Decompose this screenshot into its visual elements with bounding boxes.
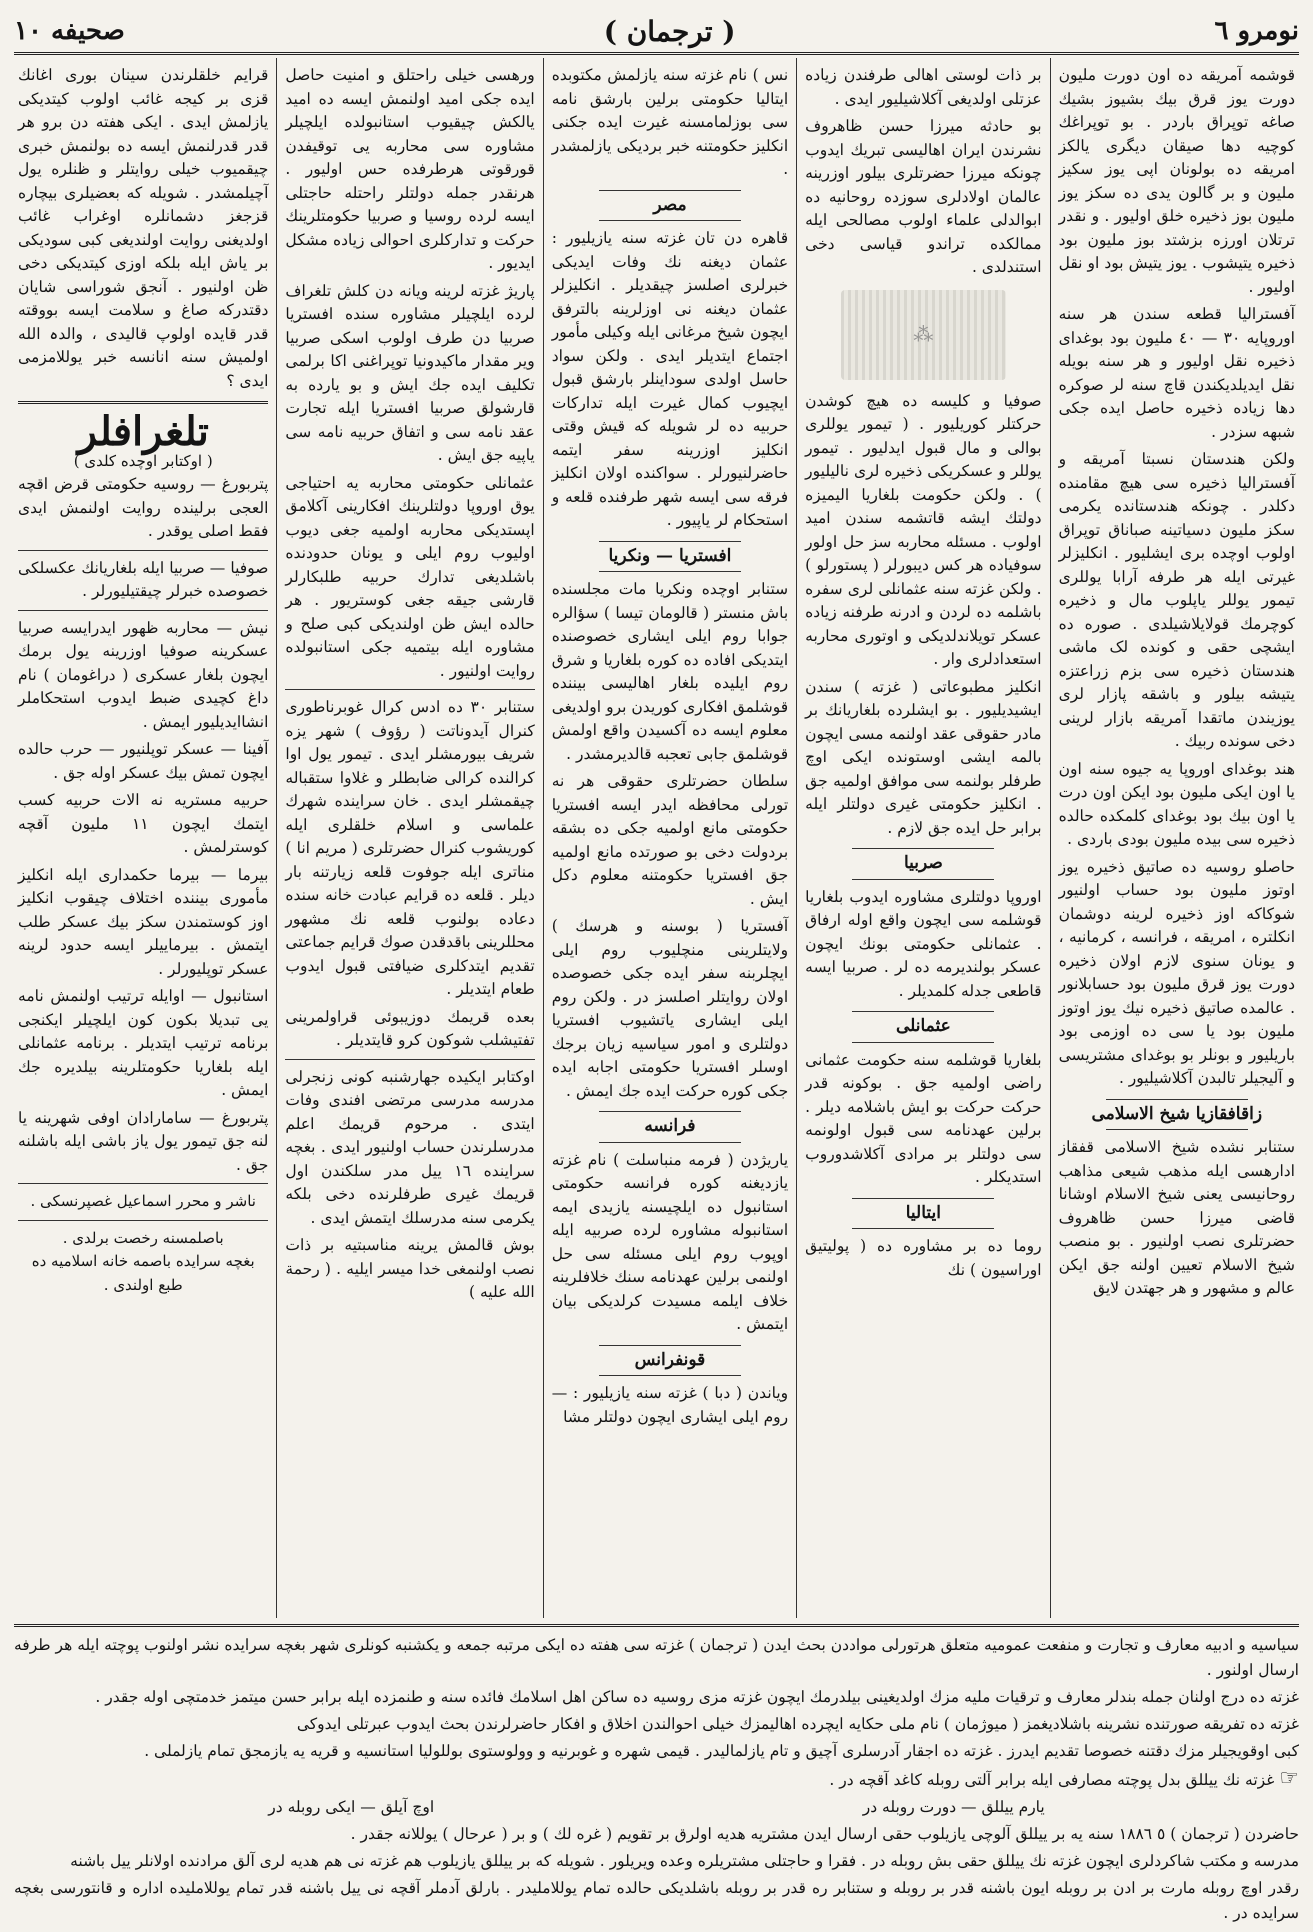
telegram-item: پتربورغ — سامارادان اوفی شهرینه یا لنه جق تیمور یول یاز باشی ایله باشلنه جق . (18, 1108, 269, 1174)
price-half-year: یارم ییللق — دورت روبله در (862, 1798, 1045, 1816)
newspaper-title: ( ترجمان ) (603, 14, 736, 48)
article-paragraph: هند بوغدای اوروپا یه جیوه سنه اون یا اون ایکی ملیون بود ایکن اون درت یا اون بیك بود بوغدای کلمکده حالده ذخیره سی بیده ملیون بودی باردی . (1058, 759, 1295, 848)
telegram-item: پتربورغ — روسیه حکومتی قرض اقچه العجی برلینده روایت اولنمش ایدی فقط اصلی یوقدر . (18, 475, 269, 540)
section-title: عثمانلی (805, 1011, 1041, 1043)
divider (285, 689, 534, 690)
section-title: افستریا — ونکریا (552, 541, 788, 573)
article-paragraph: ستنابر نشده شیخ الاسلامی قفقاز ادارهسی ایله مذهب شیعی مذاهب روحانیسی یعنی شیخ الاسلام اوشانا قاضی میرزا حسن ظاهروف حضرتلری نصب اولنیور . بو منصب شیخ الاسلام تعیین اولنه جق ایکن عالم و مشهور و هر جهتدن لایق (1058, 1138, 1295, 1297)
footer-paragraph: حاضردن ( ترجمان ) ٥ ١٨٨٦ سنه یه بر ییللق آلوچی یازیلوب حقی ارسال ایدن مشتریه هدیه اولرق بر تقویم ( غره لك ) و بر ( عرحال ) یوللانه جقدر . (350, 1825, 1299, 1843)
telegram-item: صوفیا — صربیا ایله بلغاریانك عکسلکی خصوصده خبرلر چیقتیلیورلر . (18, 558, 269, 600)
print-line: بغچه سرایده باصمه خانه اسلامیه ده طبع اولندی . (31, 1252, 255, 1294)
article-paragraph: حاصلو روسیه ده صاتیق ذخیره یوز اوتوز ملیون بود حساب اولنیور شوکاکه اوز ذخیره لرینه دوشمان انکلتره ، امریقه ، فرانسه ، کرمانیه ، و یونان سنوی لازم اولان ذخیره دورت یوز قرق ملیون بود حسابلانور . عالمده صاتیق ذخیره نیك یوز اوتوز ملیون بود یا سی ده اوزمی بود باریلیور و بونلر بو بوغدای مشتریسی و آلیجیلر تالبدن آکلاشیلیور . (1058, 857, 1295, 1087)
article-paragraph: ویاندن ( دبا ) غزته سنه یازیلیور : — روم ایلی ایشاری ایچون دولتلر مشا (551, 1384, 789, 1426)
telegram-item: آفینا — عسکر توپلنیور — حرب حالده ایچون تمش بیك عسکر اوله جق . (18, 740, 269, 782)
footer-paragraph: مدرسه و مکتب شاکردلری ایچون غزته نك ییللق حقی بش روبله در . فقرا و حاجتلی مشتریلره وعده ویریلور . شویله که بر ییللق یازیلوب هم غزته نی هم هدیه لری آلق مرادنده اولانلر ییل باشنه (70, 1852, 1299, 1870)
article-paragraph: سلطان حضرتلری حقوقی هر نه تورلی محافظه ایدر ایسه افستریا حکومتی مانع اولمیه جکی ده بشقه بردولت دخی بو صورتده مانع اولمیه جق افستریا حکومتنه معلوم دکل ایش . (551, 772, 789, 908)
divider (18, 610, 268, 611)
column-5 (10, 58, 276, 1618)
permit-line: باصلمسنه رخصت برلدی . (62, 1228, 224, 1247)
section-title: مصر (552, 190, 788, 222)
section-title: ایتالیا (805, 1198, 1041, 1230)
article-paragraph: قوشمه آمریقه ده اون دورت ملیون دورت یوز قرق بیك بشیوز بشیك صاغه توپراق باردر . بو توپراغك کوچیه دها صیقان دیگری یالکز امریقه ده بولونان اپی یوز سکیز ملیون و بر گالون یدی ده سکز یوز ملیون بوز ذخیره خلق اوليور . و نقدر ترتلان اورزه بزشتد بوز ملیون بود ذخیره یتیشوب . یوز یتیش بود او نقل اولیور . (1058, 66, 1295, 296)
divider (18, 401, 268, 404)
column-3 (543, 58, 796, 1618)
section-title: قونفرانس (552, 1345, 788, 1377)
section-title: زاقافقازیا شیخ الاسلامی (1059, 1099, 1295, 1131)
article-paragraph: ولکن هندستان نسبتا آمریقه و آفستراليا ذخیره سی هیچ مقامنده دکلدر . چونکه هندستانده یکرمی سکز ملیون دسیاتینه صباناق توپراق اولوب اوچده بری ایشلیور . انکلیزلر غیرتی ایله هر طرفه آرابا یوللری تیمور یوللر یاپلوب مال و ذخیره کوچرمك قولايلاشيلدی . صوره ده ایشچی حقی و کونده لک ماشی هندستان ذخیره سی بزم زراعتزه یتیشه بیلور و باشقه پازار لری یوزیندن ماتقدا آمریقه بازار لرینی دخی سونده ربیك . (1058, 450, 1295, 750)
footer-paragraph: سیاسیه و ادبیه معارف و تجارت و منفعت عمومیه متعلق هرتورلی مواددن بحث ایدن ( ترجمان ) غزته سی هفته ده ایکی مرتبه جمعه و یکشنبه کونلری شهر بغچه سرایده نشر اولنوب پوچته ایله هر طرفه ارسال اولنور . (14, 1636, 1299, 1679)
telegram-item: حربیه مستریه نه الات حربیه کسب ایتمك ایچون ١١ ملیون آقچه کوسترلمش . (18, 791, 269, 856)
telegram-item: بیرما — بیرما حکمداری ایله انکلیز مأموری بیننده اختلاف چیقوب انکلیز اوز کوستمندن سکز بیك عسکر طلب ایتمش . بیرماییلر ایسه حدود لرینه عسکر توپلیورلر . (18, 865, 269, 978)
article-paragraph: ستنابر اوچده ونکریا مات مجلسنده باش منستر ( قالومان تیسا ) سؤالره جوابا روم ایلی ایشاری خصوصنده ایتدیکی افاده ده کوره بلغاريا و شرق روم ایلیده بلغار اهالیسی بیننده قوشلمق افکاری کوریدن برو اولدیغی معلوم ایسه ده آکسیدن واقع اولمش قوشلمق جابی تعجبه قالدیرمشدر . (551, 580, 789, 763)
article-paragraph: بلغاريا قوشلمه سنه حکومت عثمانی راضی اولمیه جق . بوکونه قدر حرکت حرکت بو ایش باشلامه دیلر . برلین عهدنامه سی قبول اولونمه سی دولتلر بر مرادی آکلاشدوروب استدیکلر . (805, 1050, 1042, 1186)
price-intro (14, 1766, 1299, 1793)
price-list (54, 1795, 1259, 1820)
footer-paragraph: رقدر اوچ روبله مارت بر ادن بر روبله ایون باشنه قدر بر روبله و ستنابر ره قدر بر روبله باشلدیکی حالده تمام یوللاملیدر . بارلق آدملر آقچه نی ییل باشنه قدر تمام یوللامليده اداره و قانتورسی بغچه سرایده در . (14, 1879, 1299, 1922)
column-2 (796, 58, 1049, 1618)
column-1 (1050, 58, 1303, 1618)
article-paragraph: عثمانلی حکومتی محاربه یه احتیاجی یوق اوروپا دولتلرینك افکارینی آکلامق اپستدیکی محاربه اولمیه جغی دیوب اولیوب روم ایلی و یونان حدودنده باشلدیغی تدارك حربیه طلبکارلر قارشی جیقه جغی کوستریور . هر حالده ایش ظن اولندیکی کبی صلح و مشاوره ایله بیتمیه جکی استانبولده روایت اولنیور . (285, 473, 535, 680)
divider (18, 1183, 268, 1184)
publisher-line: ناشر و محرر اسماعیل غصپرنسکی . (30, 1192, 256, 1210)
telegrams-date: ( اوکتابر اوچده کلدی ) (73, 451, 213, 470)
article-paragraph: قرایم خلقلرندن سینان بوری اغانك قزی بر کیجه غائب اولوب کیتدیکی یازلمش ایدی . ایکی هفته دن برو هر قدر قدرلنمش ایسه ده بولنمش خبری چیقمیوب خیلی روایتلر و ظنلره یول آچیلمشدر . شویله که بعضیلری بیچاره قزجغز دشمانلره اوغراب غائب اولدیغنی روایت اولندیغی کبی سودیکی بر یاش ایله بلکه اوزی کیتدیکی دخی ظن اولنیور . آنجق شوراسی شایان دقتدرکه صاغ و سلامت ایسه بووقته قدر قایده اولوپ قالیدی ، والدہ الله اولمیش سنه انانسه خبر یوللامزمی ایدی ؟ (18, 66, 269, 390)
divider (285, 1059, 534, 1060)
footer-paragraph: غزته ده تفریقه صورتنده نشرینه باشلادیغمز ( میوژمان ) نام ملی حکایه ایچرده اهالیمزك خیلی احوالندن اخلاق و افکار حاضرلرندن بحث ایدوب عبرتلی ایدوکی (296, 1715, 1299, 1733)
article-paragraph: قاهره دن تان غزته سنه یازیلیور : عثمان دیغنه نك وفات ایدیکی خبرلری اصلسز چیقدیلر . انکلیزلر عثمان دیغنه نی اوزلرینه بالترفق ایچون شیخ مرغانی ایله وکیلی مأمور اجتماع ایتدیلر ایدی . ولکن سواد حاسل اولدی سوداینلر بارشق قبول ایچیوب کمال غیرت ایله تدارکات حربیه ده لر شویله که قیش وقتی انکلیز اوزرینه سفر ایتمه حاضرلنیورلر . سواکنده اولان انکلیز فرقه سی ایسه شهر طرفنده قلعه و استحکام لر یاپیور . (551, 229, 789, 529)
divider (18, 1220, 268, 1221)
article-paragraph: نس ) نام غزته سنه یازلمش مکتوبده ایتالیا حکومتی برلین بارشق نامه سی بوزلمامسنه غیرت ایده جکنی انکلیز حکومتنه خبر بردیکی یازلمشدر . (551, 66, 789, 178)
article-paragraph: آفستریا ( بوسنه و هرسك ) ولایتلرینی منچلیوب روم ایلی ایچلربنه سفر ایده جکی خصوصده اولان روایتلر اصلسز در . ولکن روم ایلی ایشاری یاتشیوب افستریا دولتلری و امور سیاسیه زیان برجك اوسلر افستریا حکومتی اجابه ایده جکی کوره حرکت ایده جك ایمش . (551, 917, 789, 1100)
article-paragraph: روما ده بر مشاوره ده ( پولیتیق اوراسیون ) نك (805, 1237, 1042, 1279)
article-paragraph: بر ذات لوستی اهالی طرفندن زیاده عزتلی اولدیغی آکلاشیلیور ایدی . (805, 66, 1042, 108)
article-paragraph: اوروپا دولتلری مشاوره ایدوب بلغاريا قوشلمه سی ایچون واقع اوله ارفاق . عثمانلی حکومتی بونك ایچون عسکر بولندیرمه ده لر . صربیا ایسه قاطعی جدله کلمدیلر . (805, 887, 1042, 1000)
article-paragraph: ورهسی خیلی راحتلق و امنیت حاصل ایده جکی امید اولنمش ایسه ده امید یالکش چیقیوب استانبولده ایلچیلر مشاوره سی محاربه یی توقیفدن قورقوتی هرطرفده حس اولیور . هرنقدر جمله دولتلر راحتله حاجتلی ایسه لرده روسیا و صربیا حکومتلرینك حرکت و تدارکلری احوالی زیاده مشکل ایدیور . (285, 66, 535, 272)
footer-paragraph: کبی اوقویجیلر مزك دقتنه خصوصا تقدیم ایدرز . غزته ده اجقار آدرسلری آچیق و تام یازلمالیدر . قیمی شهره و غوبرنیه و وولوستوی بوللولیا استانسیه و قریه یه یازمجق تمام یازلملی . (144, 1742, 1299, 1760)
column-4 (276, 58, 542, 1618)
article-paragraph: صوفیا و کلیسه ده هیچ کوشدن حرکتلر کوریلیور . ( تیمور یوللری بوالی و مال قبول ایدلیور . تیمور یوللر و عسکریکی ذخیره لری نالیلیور ) . ولکن حکومت بلغاريا الیمیزه دولتك ایشه قاتشمه سندن امید اولوب . مسئله محاربه سز حل اولور سوفیاده هر کس دیبورلر ( پستورلو ) . ولکن غزته سنه عثمانلی لری سفره باشلمه ده لردن و ادرنه طرفنه زیاده عسکر تویلاندلدیکی و اوتوری محاربه استعدادلری وار . (805, 391, 1042, 668)
columns-area (10, 58, 1303, 1618)
article-paragraph: یاریژدن ( فرمه منباسلت ) نام غزته یازدیغنه کوره فرانسه حکومتی استانبول ده ایلچیسنه یازیدی ایمه استانبوله مشاوره لرده صربیه ایله اوپوب روم ایلی مسئله سی حل اولنمی برلین عهدنامه سنك خلافلرینه خلاف ایلمه مسیدت کرلدیکی بیان ایتمش . (551, 1150, 789, 1333)
article-paragraph: اوکتابر ایکیده جهارشنبه کونی زنجرلی مدرسه مدرسی مرتضی افندی وفات ایتدی . مرحوم قریمك اعلم مدرسلرندن حساب اولنیور ایدی . بغچه سراینده ١٦ ییل مدر سلکندن اول قریمك غیری طرفلرنده دخی بلکه یکرمی سنه مدرسلك ایتمش ایدی . (285, 1067, 535, 1227)
divider (18, 550, 268, 551)
price-intro-text: غزته نك ییللق بدل پوچته مصارفی ایله برابر آلتی روبله کاغد آقچه در . (829, 1771, 1275, 1789)
pointing-hand-icon: ☞ (1279, 1766, 1299, 1791)
section-title: فرانسه (552, 1111, 788, 1143)
article-paragraph: بعده قریمك دوزیبوئی قراولمرینی تفتیشلب شوکون کرو قایتدیلر . (285, 1007, 535, 1049)
price-quarter: اوچ آیلق — ایکی روبله در (268, 1798, 435, 1816)
article-paragraph: بو حادثه میرزا حسن ظاهروف نشرندن ایران اهالیسی تبریك ایدوب چونکه میرزا حضرتلری بیلور اوزرینه عالمان اولادلری سوزده روحانیه ده ابوالدلی علماء اولوب مصالحی ایله ممالکده تراندو قیاسی دخی استندلدی . (805, 117, 1042, 276)
article-paragraph: آفستراليا قطعه سندن هر سنه اوروپايه ٣٠ — ٤٠ ملیون بود بوغدای ذخیره نقل اولیور و هر سنه بویله نقل ایدیلدیکندن قاچ سنه لر صوکره دها زیاده ذخیره حاصل ایده جکی شبهه سزدر . (1058, 305, 1295, 441)
library-stamp: ⁂ (841, 290, 1006, 380)
page-number: صحیفه ١٠ (14, 16, 125, 46)
telegram-item: استانبول — اوایله ترتیب اولنمش نامه یی تبدیلا بکون کون ایلچیلر ایکنجی برنامه ترتیب ایتدیلر . برنامه عثمانلی ایله بلغاریا حکومتلرینه بیلدیره جك ایمش . (18, 987, 269, 1099)
telegram-item: نیش — محاربه ظهور ایدرایسه صربیا عسکرینه صوفیا اوزرینه یول برمك ایچون بلغار عسکری ( دراغومان ) نام داغ کچیدی ضبط ایدوب استحکاملر انشاایدیلیور ایمش . (18, 618, 269, 731)
section-title: صربیا (805, 848, 1041, 880)
article-paragraph: ستنابر ٣٠ ده ادس کرال غوبرناطوری کنرال آیدوناتت ( رؤوف ) شهر یزه شریف بیورمشلر ایدی . تیمور یول اوا کرالنده کرالی ضابطلر و غلاوا ستقباله چیقمشلر ایدی . خان سراینده شهرك علماسی و اسلام خلقلری ایله کوریشوب کنرال حضرتلری ( مریم انا ) مناتری ایله جوفوت قلعه زیارتنه بار دیلر . قلعه ده قرایم عبادت خانه سنده دعاده بولنوب قلعه نك مشهور محللرینی باقدقدن صوك قرایم جماعتی تقدیم ایتدکلری ضیافتی قبول ایدوب طعام ایتدیلر . (285, 698, 535, 998)
article-paragraph: بوش قالمش یرینه مناسبتیه بر ذات نصب اولنمغی خدا میسر ایلیه . ( رحمة الله علیه ) (285, 1236, 535, 1301)
telegrams-heading: تلغرافلر (77, 408, 209, 455)
issue-number: نومرو ٦ (1214, 16, 1299, 46)
footer-paragraph: غزته ده درج اولنان جمله بندلر معارف و ترقیات ملیه مزك اولدیغینی بیلدرمك ایچون غزته مزی روسیه ده ساکن اهل اسلامك فائده سنه و طنمزده ایله برابر حسن میتمز خدمتچی اوله جقدر . (95, 1688, 1299, 1706)
article-paragraph: انکلیز مطبوعاتی ( غزته ) سندن ایشیدیلیور . بو ایشلرده بلغاريانك بر مادر حقوقی عقد اولنمه مسی ایچون بالمه ایشی اوستونده ایکی اوچ طرفلر بولنمه سی موافق اولمیه جق . انکلیز حکومتی غیری دولتلر ایله برابر حل ایده جق لازم . (805, 677, 1042, 837)
article-paragraph: پاریژ غزته لرینه ویانه دن کلش تلغراف لرده ایلچیلر مشاوره سنده افستریا صربیا دن طرف اولوب اسکی صربیا ویر مقدار ماکیدونیا توپراغنی اکا برلمی تکلیف ایده جك ایش و بو یارده به قارشولق صربیا افستریا ایله تجارت عقد نامه سی و اتفاق حربیه نامه سی یاپیه جق ایش . (285, 281, 535, 464)
page-header (14, 10, 1299, 55)
subscription-notice (14, 1624, 1299, 1920)
